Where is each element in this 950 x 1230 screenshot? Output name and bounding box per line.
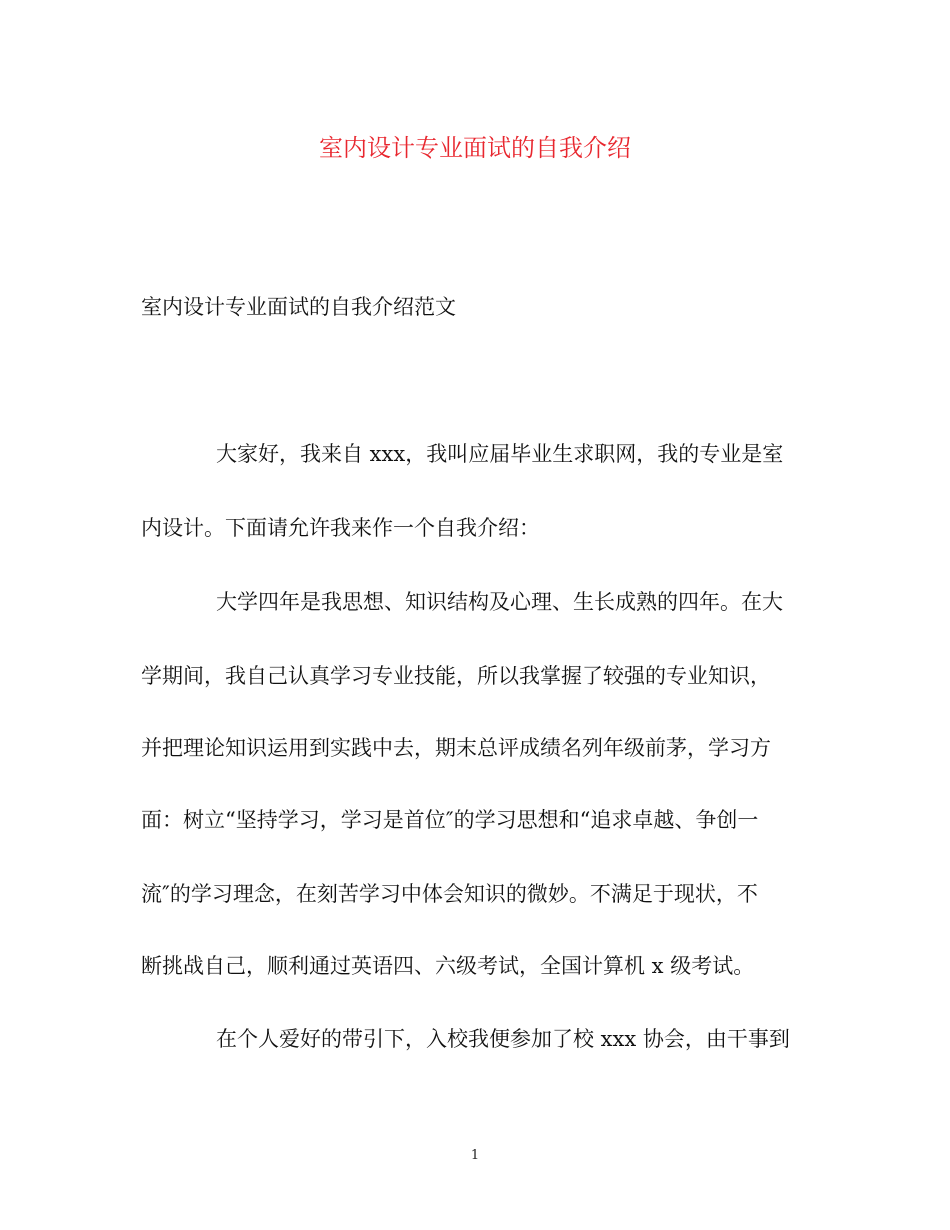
paragraph-line: 面：树立“坚持学习，学习是首位″的学习思想和“追求卓越、争创一 bbox=[141, 808, 759, 832]
paragraph-line: 并把理论知识运用到实践中去，期末总评成绩名列年级前茅，学习方 bbox=[141, 736, 771, 760]
page-number: 1 bbox=[470, 1148, 480, 1163]
paragraph-line: 学期间，我自己认真学习专业技能，所以我掌握了较强的专业知识， bbox=[141, 664, 771, 688]
document-title: 室内设计专业面试的自我介绍 bbox=[319, 134, 631, 162]
paragraph-line: 断挑战自己，顺利通过英语四、六级考试，全国计算机 x 级考试。 bbox=[141, 954, 755, 978]
paragraph-line: 流″的学习理念，在刻苦学习中体会知识的微妙。不满足于现状，不 bbox=[141, 882, 758, 906]
paragraph-line: 大家好，我来自 xxx，我叫应届毕业生求职网，我的专业是室 bbox=[216, 442, 784, 466]
paragraph-line: 在个人爱好的带引下，入校我便参加了校 xxx 协会，由干事到 bbox=[216, 1027, 790, 1051]
paragraph-line: 内设计。下面请允许我来作一个自我介绍： bbox=[141, 516, 540, 540]
paragraph-line: 大学四年是我思想、知识结构及心理、生长成熟的四年。在大 bbox=[216, 590, 783, 614]
document-subtitle: 室内设计专业面试的自我介绍范文 bbox=[141, 295, 456, 319]
